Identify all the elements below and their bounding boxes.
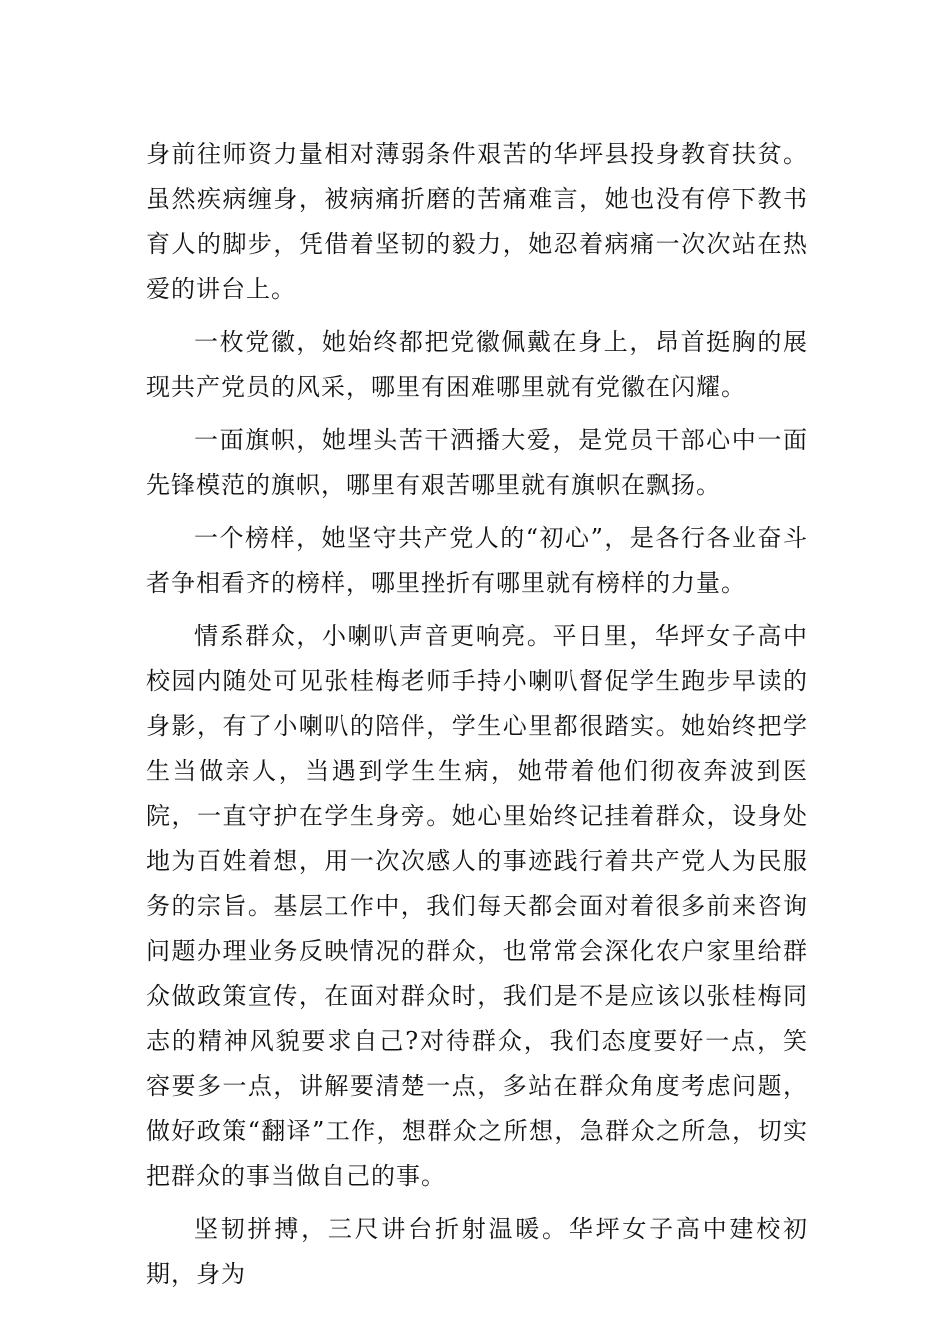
paragraph-4: 一个榜样，她坚守共产党人的“初心”，是各行各业奋斗者争相看齐的榜样，哪里挫折有哪里就有榜样的力量。 bbox=[146, 524, 808, 597]
document-body bbox=[146, 132, 808, 1305]
paragraph-5: 情系群众，小喇叭声音更响亮。平日里，华坪女子高中校园内随处可见张桂梅老师手持小喇叭督促学生跑步早读的身影，有了小喇叭的陪伴，学生心里都很踏实。她始终把学生当做亲人，当遇到学生生病，她带着他们彻夜奔波到医院，一直守护在学生身旁。她心里始终记挂着群众，设身处地为百姓着想，用一次次感人的事迹践行着共产党人为民服务的宗旨。基层工作中，我们每天都会面对着很多前来咨询问题办理业务反映情况的群众，也常常会深化农户家里给群众做政策宣传，在面对群众时，我们是不是应该以张桂梅同志的精神风貌要求自己?对待群众，我们态度要好一点，笑容要多一点，讲解要清楚一点，多站在群众角度考虑问题，做好政策“翻译”工作，想群众之所想，急群众之所急，切实把群众的事当做自己的事。 bbox=[146, 622, 808, 1190]
paragraph-1: 身前往师资力量相对薄弱条件艰苦的华坪县投身教育扶贫。虽然疾病缠身，被病痛折磨的苦痛难言，她也没有停下教书育人的脚步，凭借着坚韧的毅力，她忍着病痛一次次站在热爱的讲台上。 bbox=[146, 140, 808, 303]
paragraph-3: 一面旗帜，她埋头苦干洒播大爱，是党员干部心中一面先锋模范的旗帜，哪里有艰苦哪里就有旗帜在飘扬。 bbox=[146, 426, 808, 499]
paragraph-6: 坚韧拼搏，三尺讲台折射温暖。华坪女子高中建校初期，身为 bbox=[146, 1215, 808, 1288]
paragraph-2: 一枚党徽，她始终都把党徽佩戴在身上，昂首挺胸的展现共产党员的风采，哪里有困难哪里就有党徽在闪耀。 bbox=[146, 328, 808, 401]
